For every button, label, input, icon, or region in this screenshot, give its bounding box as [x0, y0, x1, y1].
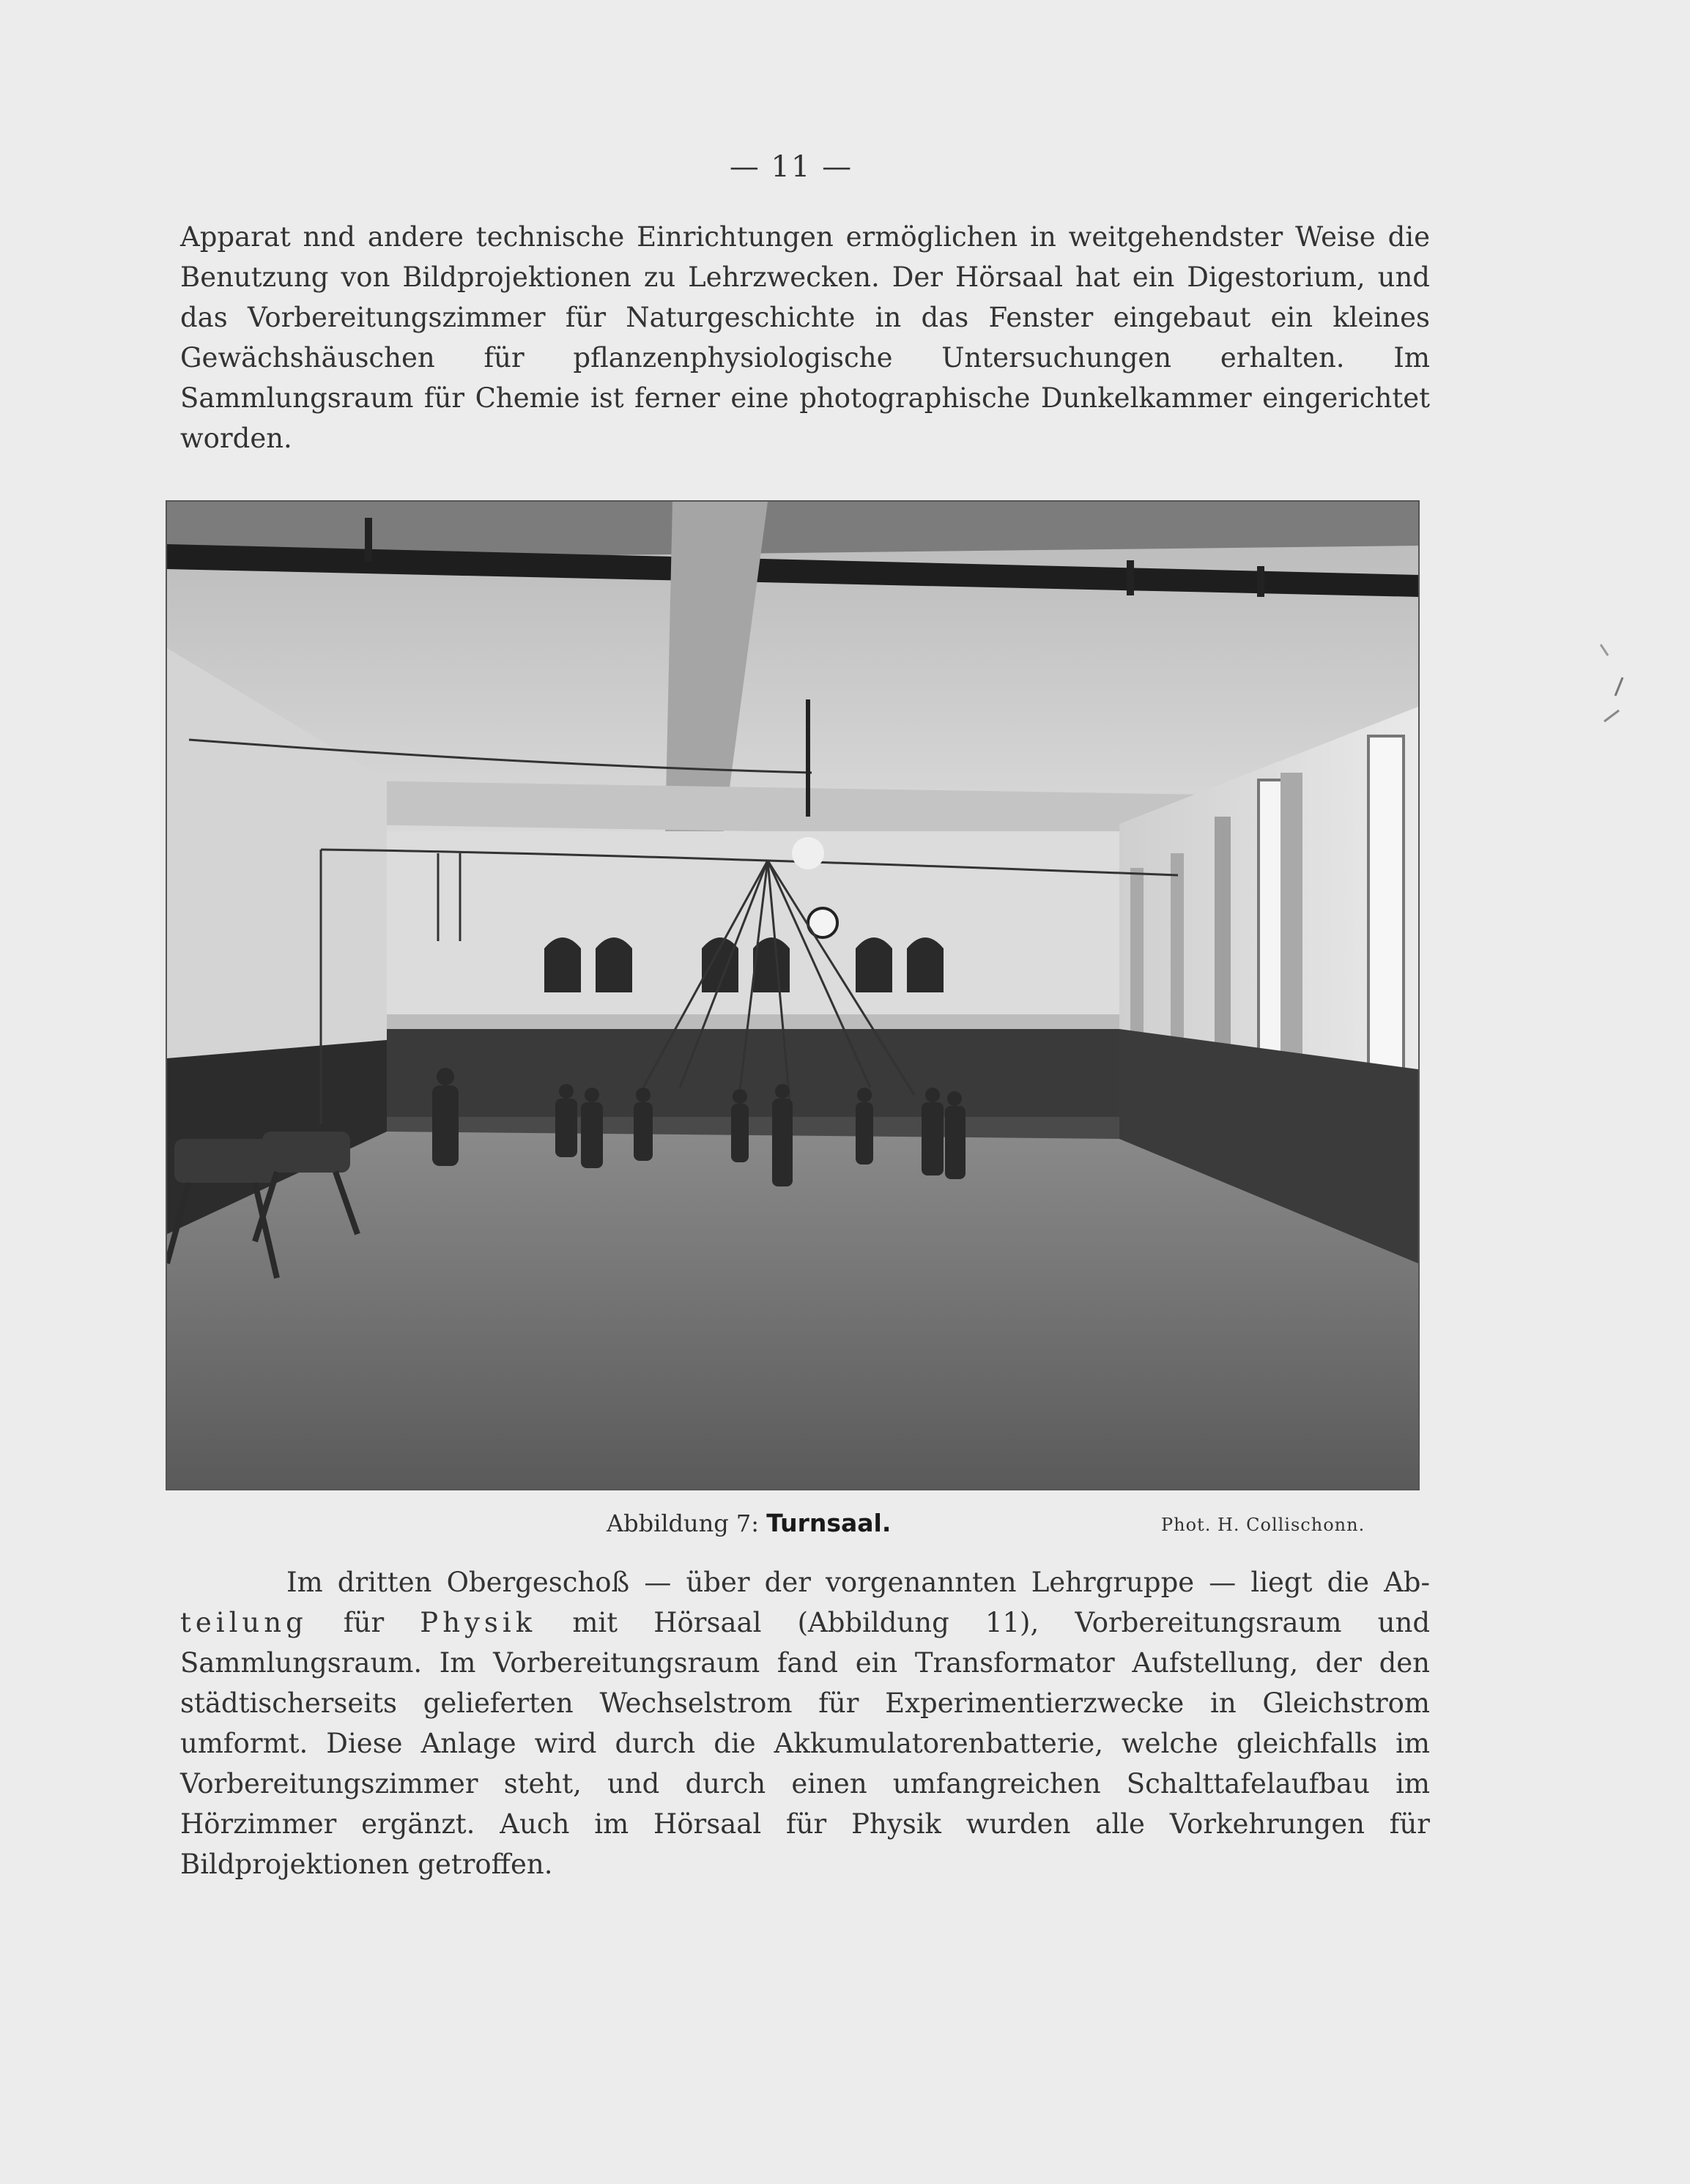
paragraph-2-fuer: für — [307, 1607, 420, 1638]
paper-specks — [1593, 637, 1637, 740]
frieze — [387, 1014, 1119, 1029]
gymnasium-photograph — [167, 502, 1418, 1489]
beam-hook — [1257, 566, 1264, 597]
figure-photo-gymnasium — [166, 500, 1420, 1490]
figure-title: Turnsaal. — [766, 1509, 892, 1537]
paragraph-1 — [180, 217, 1430, 458]
beam-hook — [1127, 560, 1134, 595]
photo-credit: Phot. H. Collischonn. — [1161, 1515, 1365, 1535]
paragraph-2-spaced-teilung: teilung — [180, 1607, 308, 1638]
paragraph-2-rest: mit Hörsaal (Abbildung 11), Vorbereitungsraum und Sammlungsraum. Im Vorbereitungsraum fand ein Transformator Aufstellung, der den städtischerseits gelieferten Wechselstrom für Experimentierzwecke in Gleichstrom umformt. Diese Anlage wird durch die Akkumulatorenbatterie, welche gleichfalls im Vorbereitungszimmer steht, und durch einen umfangreichen Schalttafelaufbau im Hörzimmer ergänzt. Auch im Hörsaal für Physik wurden alle Vorkehrungen für Bildprojektionen getroffen. — [180, 1607, 1431, 1880]
figure-caption — [607, 1509, 891, 1537]
beam-hook — [365, 518, 372, 562]
paragraph-2-text — [180, 1562, 1430, 1884]
paragraph-2-start: Im dritten Obergeschoß — über der vorgenannten Lehrgruppe — liegt die Ab- — [286, 1567, 1430, 1598]
paragraph-2 — [180, 1562, 1430, 1884]
figure-label: Abbildung 7: — [607, 1509, 760, 1537]
page-number: — 11 — — [729, 150, 853, 184]
back-wainscot — [387, 1029, 1119, 1117]
lamp-bulb — [792, 837, 824, 869]
paragraph-2-spaced-physik: Physik — [420, 1607, 537, 1638]
paragraph-1-text: Apparat nnd andere technische Einrichtungen ermöglichen in weitgehendster Weise die Benutzung von Bildprojektionen zu Lehrzwecken. Der Hörsaal hat ein Digestorium, und das Vorbereitungszimmer für Naturgeschichte in das Fenster eingebaut ein kleines Gewächshäuschen für pflanzenphysiologische Untersuchungen erhalten. Im Sammlungsraum für Chemie ist ferner eine photographische Dunkelkammer eingerichtet worden. — [180, 221, 1430, 454]
